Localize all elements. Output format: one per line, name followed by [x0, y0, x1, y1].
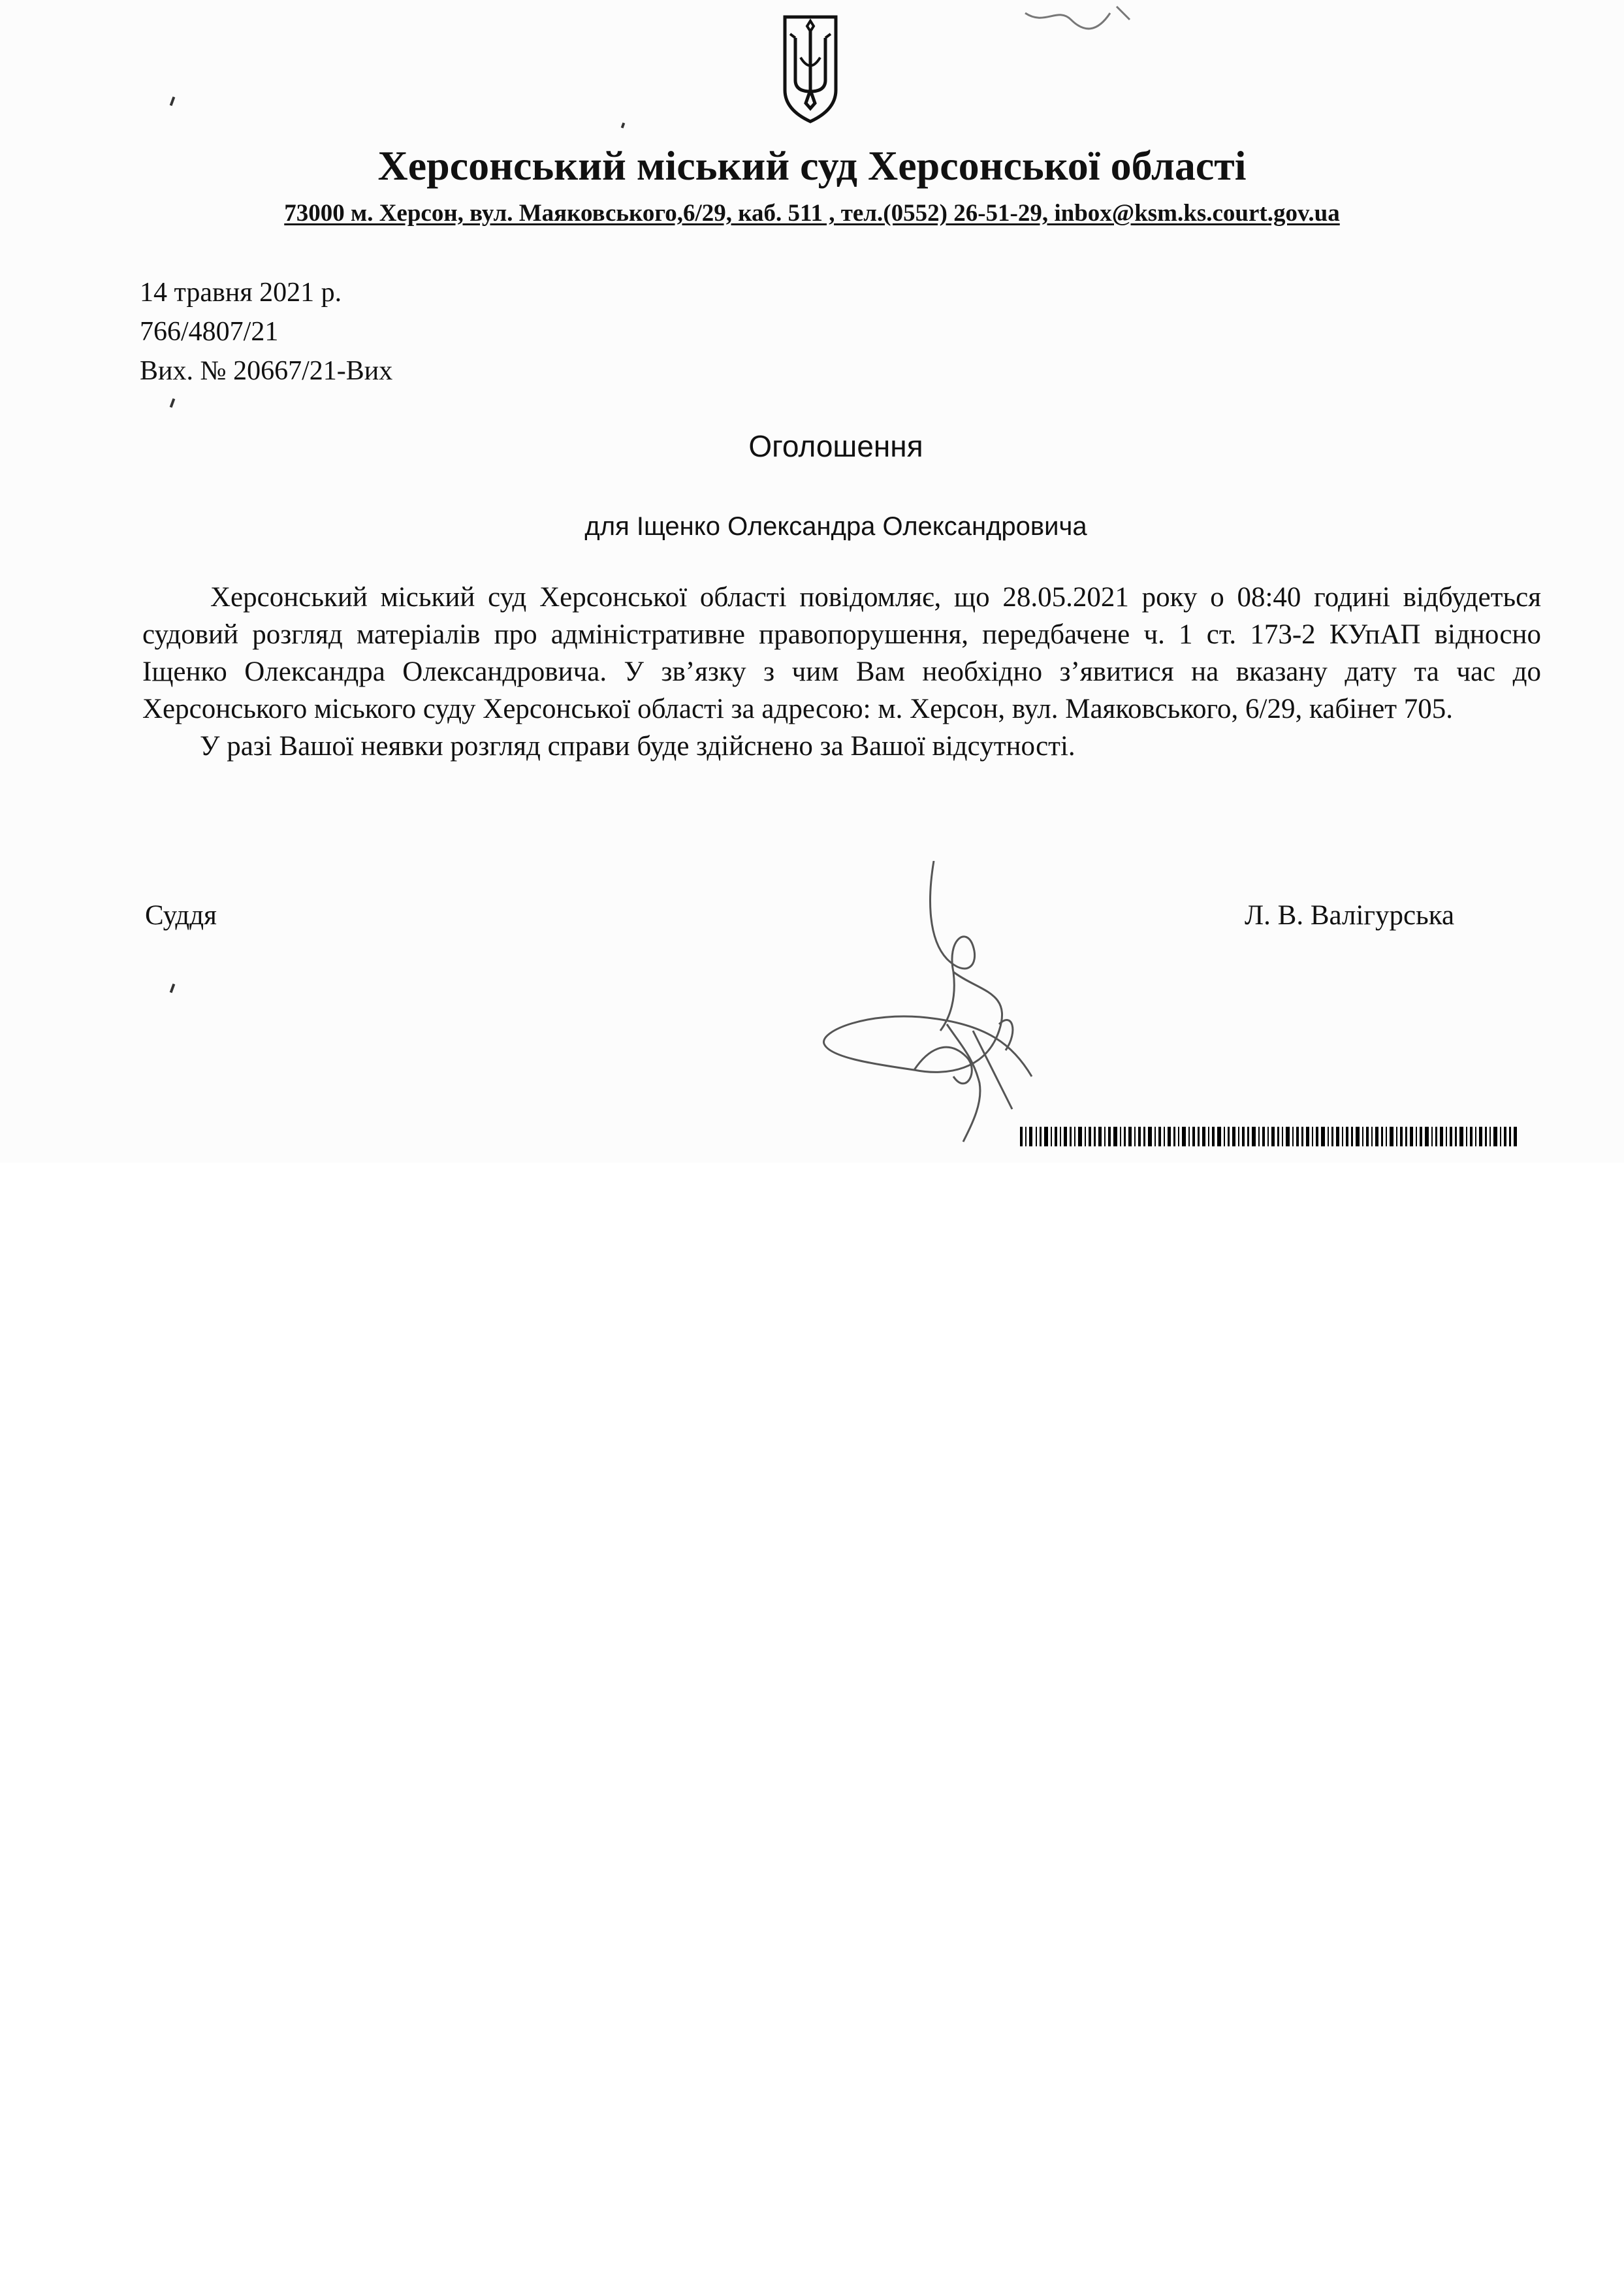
body-paragraph: Херсонський міський суд Херсонської області повідомляє, що 28.05.2021 року о 08:40 годині відбудеться судовий розгляд матеріалів про адміністративне правопорушення, передбачене ч. 1 ст. 173-2 КУпАП відносно Іщенко Олександра Олександровича. У зв’язку з чим Вам необхідно з’явитися на вказану дату та час до Херсонського міського суду Херсонської області за адресою: м. Херсон, вул. Маяковського, 6/29, кабінет 705.: [142, 582, 1541, 724]
document-body: [142, 579, 1541, 765]
body-paragraph: У разі Вашої неявки розгляд справи буде здійснено за Вашої відсутності.: [200, 731, 1075, 762]
document-title: Оголошення: [748, 429, 923, 463]
handwritten-signature: [816, 861, 1091, 1148]
signer-name: Л. В. Валігурська: [1245, 900, 1455, 931]
court-address: 73000 м. Херсон, вул. Маяковського,6/29, каб. 511 , тел.(0552) 26-51-29, inbox@ksm.ks.court.gov.ua: [284, 200, 1340, 227]
signer-role: Суддя: [145, 900, 217, 931]
handwritten-mark: [1019, 0, 1136, 39]
trident-emblem-icon: [781, 12, 840, 124]
document-meta: [140, 273, 392, 391]
court-name: Херсонський міський суд Херсонської області: [377, 142, 1247, 189]
barcode-icon: [1020, 1127, 1518, 1146]
addressee: для Іщенко Олександра Олександровича: [584, 512, 1087, 541]
case-number: 766/4807/21: [140, 317, 279, 347]
outgoing-number: Вих. № 20667/21-Вих: [140, 356, 393, 386]
document-date: 14 травня 2021 р.: [140, 278, 342, 308]
